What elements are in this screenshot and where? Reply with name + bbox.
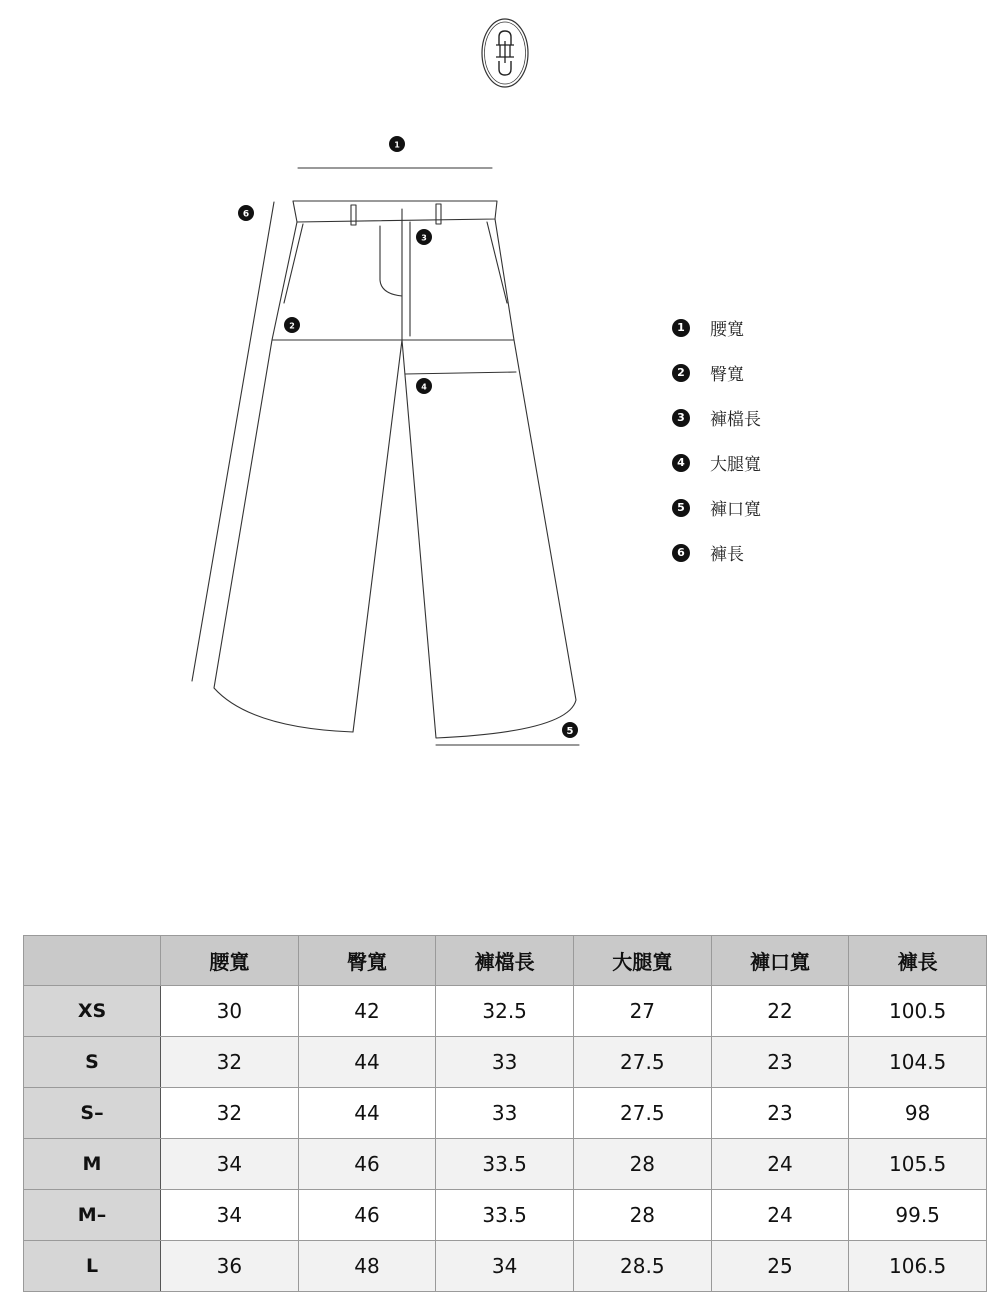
table-cell: 33 — [436, 1037, 574, 1088]
size-label: L — [24, 1241, 161, 1292]
table-cell: 34 — [436, 1241, 574, 1292]
table-cell: 22 — [711, 986, 849, 1037]
table-cell: 28 — [573, 1190, 711, 1241]
table-cell: 46 — [298, 1139, 436, 1190]
table-cell: 24 — [711, 1139, 849, 1190]
svg-text:1: 1 — [394, 140, 400, 150]
table-cell: 32 — [161, 1088, 299, 1139]
table-cell: 34 — [161, 1139, 299, 1190]
legend-item — [672, 350, 761, 395]
pants-outline — [214, 219, 576, 738]
thigh-measure-line — [405, 372, 516, 374]
size-label: XS — [24, 986, 161, 1037]
svg-text:2: 2 — [289, 321, 295, 331]
table-cell: 27.5 — [573, 1037, 711, 1088]
legend-label: 臀寬 — [710, 365, 744, 385]
length-measure-line — [192, 202, 274, 681]
legend-number: 4 — [672, 454, 690, 472]
marker-1 — [389, 136, 405, 152]
measurement-legend — [672, 305, 761, 575]
size-chart-table — [23, 935, 987, 1292]
legend-label: 褲口寬 — [710, 500, 761, 520]
table-cell: 48 — [298, 1241, 436, 1292]
column-header: 褲長 — [849, 936, 987, 986]
table-cell: 104.5 — [849, 1037, 987, 1088]
legend-item — [672, 530, 761, 575]
table-cell: 99.5 — [849, 1190, 987, 1241]
marker-3 — [416, 229, 432, 245]
table-row — [24, 986, 987, 1037]
table-corner-cell — [24, 936, 161, 986]
legend-label: 大腿寬 — [710, 455, 761, 475]
table-cell: 33.5 — [436, 1190, 574, 1241]
table-header-row — [24, 936, 987, 986]
table-row — [24, 1139, 987, 1190]
waistband — [293, 201, 497, 222]
legend-number: 5 — [672, 499, 690, 517]
column-header: 褲口寬 — [711, 936, 849, 986]
legend-item — [672, 485, 761, 530]
table-cell: 34 — [161, 1190, 299, 1241]
legend-label: 褲檔長 — [710, 410, 761, 430]
legend-item — [672, 395, 761, 440]
table-cell: 100.5 — [849, 986, 987, 1037]
table-cell: 30 — [161, 986, 299, 1037]
table-cell: 46 — [298, 1190, 436, 1241]
table-cell: 105.5 — [849, 1139, 987, 1190]
table-cell: 25 — [711, 1241, 849, 1292]
table-row — [24, 1190, 987, 1241]
table-cell: 27 — [573, 986, 711, 1037]
marker-2 — [284, 317, 300, 333]
table-cell: 23 — [711, 1037, 849, 1088]
table-cell: 28 — [573, 1139, 711, 1190]
table-cell: 33 — [436, 1088, 574, 1139]
table-row — [24, 1241, 987, 1292]
marker-4 — [416, 378, 432, 394]
column-header: 腰寬 — [161, 936, 299, 986]
legend-number: 6 — [672, 544, 690, 562]
column-header: 褲檔長 — [436, 936, 574, 986]
table-cell: 33.5 — [436, 1139, 574, 1190]
size-label: M — [24, 1139, 161, 1190]
table-cell: 44 — [298, 1037, 436, 1088]
svg-text:3: 3 — [421, 233, 427, 243]
table-row — [24, 1088, 987, 1139]
legend-item — [672, 440, 761, 485]
svg-text:6: 6 — [242, 209, 250, 220]
table-cell: 106.5 — [849, 1241, 987, 1292]
table-row — [24, 1037, 987, 1088]
legend-number: 1 — [672, 319, 690, 337]
svg-text:4: 4 — [421, 382, 427, 392]
legend-label: 腰寬 — [710, 320, 744, 340]
table-cell: 23 — [711, 1088, 849, 1139]
column-header: 大腿寬 — [573, 936, 711, 986]
legend-label: 褲長 — [710, 545, 744, 565]
column-header: 臀寬 — [298, 936, 436, 986]
table-cell: 28.5 — [573, 1241, 711, 1292]
size-label: S — [24, 1037, 161, 1088]
table-cell: 32 — [161, 1037, 299, 1088]
table-cell: 44 — [298, 1088, 436, 1139]
table-cell: 36 — [161, 1241, 299, 1292]
legend-number: 2 — [672, 364, 690, 382]
size-label: M– — [24, 1190, 161, 1241]
legend-item — [672, 305, 761, 350]
legend-number: 3 — [672, 409, 690, 427]
svg-text:5: 5 — [566, 726, 574, 737]
table-cell: 24 — [711, 1190, 849, 1241]
table-cell: 42 — [298, 986, 436, 1037]
size-label: S– — [24, 1088, 161, 1139]
table-cell: 98 — [849, 1088, 987, 1139]
table-cell: 27.5 — [573, 1088, 711, 1139]
marker-5 — [562, 722, 578, 738]
table-cell: 32.5 — [436, 986, 574, 1037]
marker-6 — [238, 205, 254, 221]
